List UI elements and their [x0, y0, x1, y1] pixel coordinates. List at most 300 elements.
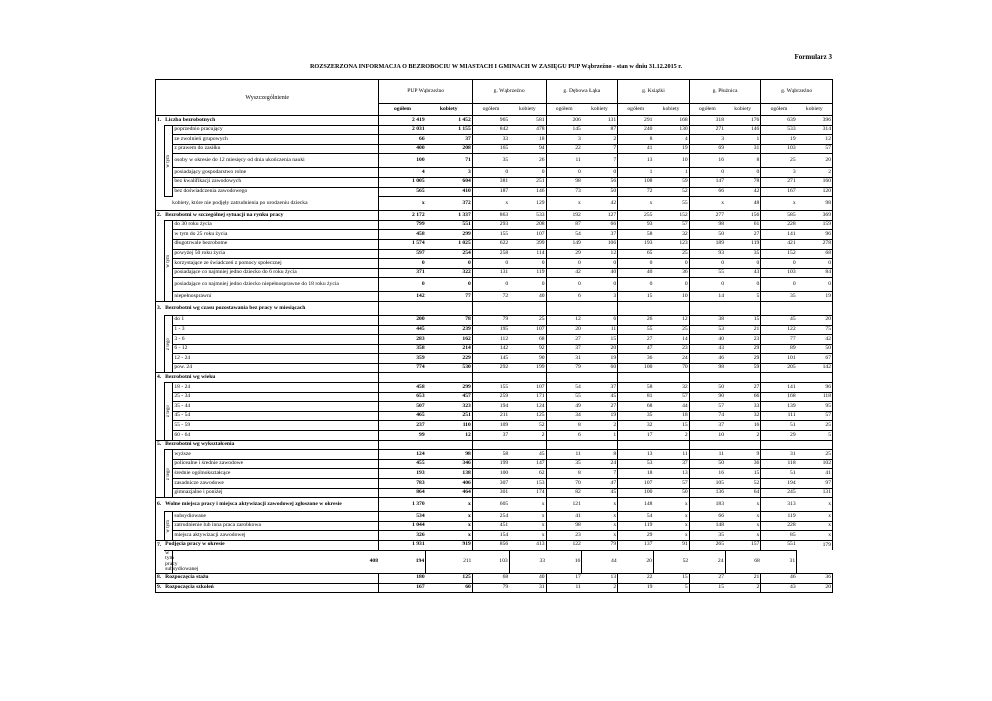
table-cell: 12: [653, 315, 689, 325]
table-cell: 131: [797, 488, 833, 498]
table-cell: 14: [689, 292, 725, 302]
table-cell: [618, 440, 654, 450]
table-cell: 1: [618, 168, 654, 178]
table-cell: 50: [689, 459, 725, 469]
table-cell: 159: [797, 220, 833, 230]
table-cell: 23: [725, 335, 761, 345]
table-row: [156, 402, 833, 412]
row-number: 1.: [156, 116, 165, 126]
table-cell: 2: [725, 583, 761, 593]
table-cell: 41: [797, 469, 833, 479]
row-label: 1 - 3: [173, 325, 379, 335]
subheader-total: ogółem: [546, 104, 582, 116]
table-cell: 2: [582, 421, 618, 431]
table-row: [156, 249, 833, 259]
table-cell: 171: [509, 392, 546, 402]
table-cell: 2: [797, 168, 833, 178]
table-cell: 167: [761, 187, 797, 197]
table-row: [156, 459, 833, 469]
table-cell: 52: [653, 550, 689, 573]
table-cell: 48: [725, 197, 761, 211]
table-cell: 44: [582, 550, 618, 573]
table-cell: 369: [797, 211, 833, 221]
table-cell: [426, 301, 473, 315]
table-cell: 14: [653, 335, 689, 345]
table-cell: 774: [379, 363, 426, 373]
row-label: w tym pracy subsydiowanej: [165, 549, 199, 573]
table-cell: 25: [653, 325, 689, 335]
table-cell: 358: [379, 344, 426, 354]
table-cell: 27: [618, 335, 654, 345]
table-cell: 43: [725, 268, 761, 278]
table-row: [156, 187, 833, 197]
table-cell: 1 005: [379, 177, 426, 187]
table-cell: 26: [509, 154, 546, 168]
subheader-women: kobiety: [426, 104, 473, 116]
table-cell: 42: [725, 187, 761, 197]
table-cell: 299: [426, 383, 473, 393]
table-cell: x: [426, 498, 473, 512]
table-cell: 50: [797, 344, 833, 354]
table-cell: 45: [509, 450, 546, 460]
row-number: 6.: [156, 498, 165, 512]
table-cell: 11: [546, 450, 582, 460]
table-cell: 0: [653, 278, 689, 292]
table-cell: 25: [509, 315, 546, 325]
row-label: Bezrobotni wg wieku: [164, 373, 379, 383]
table-cell: 33: [725, 402, 761, 412]
row-label: w tym do 25 roku życia: [173, 230, 379, 240]
table-cell: 68: [618, 402, 654, 412]
table-cell: 98: [546, 177, 582, 187]
table-cell: [582, 440, 618, 450]
table-cell: 205: [761, 363, 797, 373]
subheader-women: kobiety: [509, 104, 546, 116]
table-cell: 67: [797, 354, 833, 364]
table-cell: 0: [582, 168, 618, 178]
table-cell: [472, 440, 509, 450]
table-cell: 458: [379, 383, 426, 393]
table-cell: 180: [379, 573, 426, 583]
group-header: g. Wąbrzeźno: [472, 80, 546, 104]
table-cell: 37: [426, 135, 473, 145]
table-row: [156, 521, 833, 531]
table-cell: 54: [546, 383, 582, 393]
table-cell: 36: [618, 354, 654, 364]
table-cell: 863: [472, 211, 509, 221]
table-cell: 122: [546, 540, 582, 550]
row-label: bez doświadczenia zawodowego: [173, 187, 379, 197]
table-cell: 13: [653, 469, 689, 479]
table-cell: 278: [797, 239, 833, 249]
table-cell: 55: [546, 392, 582, 402]
table-cell: 4: [653, 135, 689, 145]
subheader-women: kobiety: [582, 104, 618, 116]
table-cell: 291: [618, 116, 654, 126]
table-cell: 208: [426, 144, 473, 154]
table-row: [156, 383, 833, 393]
table-cell: 141: [761, 383, 797, 393]
table-cell: [472, 301, 509, 315]
table-cell: 326: [379, 531, 426, 541]
table-cell: 8: [618, 135, 654, 145]
table-row: [156, 278, 833, 292]
row-number: 4.: [156, 373, 165, 383]
table-cell: 251: [426, 411, 473, 421]
table-cell: 229: [426, 354, 473, 364]
table-cell: 46: [689, 354, 725, 364]
table-cell: 100: [472, 469, 509, 479]
table-cell: 639: [761, 116, 797, 126]
table-cell: 1: [725, 135, 761, 145]
table-cell: 77: [426, 292, 473, 302]
table-cell: 148: [618, 498, 654, 512]
table-cell: 271: [689, 125, 725, 135]
table-cell: 51: [761, 421, 797, 431]
row-number: 5.: [156, 440, 165, 450]
table-cell: 155: [472, 230, 509, 240]
table-row: [156, 440, 833, 450]
table-cell: 533: [509, 211, 546, 221]
row-label: posiadające co najmniej jedno dziecko niepełnosprawne do 18 roku życia: [173, 278, 379, 292]
table-cell: 65: [618, 249, 654, 259]
table-cell: 27: [725, 383, 761, 393]
table-cell: 211: [426, 550, 473, 573]
table-cell: 200: [379, 315, 426, 325]
table-row: [156, 573, 833, 583]
table-cell: 51: [761, 469, 797, 479]
table-cell: 37: [653, 459, 689, 469]
table-cell: 119: [618, 521, 654, 531]
table-cell: 35: [546, 459, 582, 469]
table-cell: 40: [689, 335, 725, 345]
table-cell: 68: [509, 335, 546, 345]
table-cell: 18: [618, 469, 654, 479]
table-cell: 147: [689, 177, 725, 187]
table-cell: 206: [546, 116, 582, 126]
table-row: [156, 344, 833, 354]
table-cell: 0: [379, 259, 426, 269]
table-cell: 72: [618, 187, 654, 197]
table-cell: 193: [618, 239, 654, 249]
table-cell: 64: [725, 488, 761, 498]
table-row: [156, 488, 833, 498]
table-cell: x: [797, 531, 833, 541]
table-cell: 20: [797, 154, 833, 168]
table-cell: 57: [689, 402, 725, 412]
table-cell: 313: [761, 498, 797, 512]
table-cell: x: [797, 521, 833, 531]
table-cell: 565: [379, 187, 426, 197]
table-cell: 57: [797, 144, 833, 154]
table-cell: 0: [472, 168, 509, 178]
table-cell: 145: [546, 125, 582, 135]
table-cell: 413: [509, 540, 546, 550]
vertical-group-label: z tego: [164, 383, 173, 441]
table-cell: 16: [725, 421, 761, 431]
group-header: g. Dębowa Łąka: [546, 80, 618, 104]
table-cell: x: [582, 512, 618, 522]
table-cell: 119: [509, 268, 546, 278]
table-cell: 36: [653, 268, 689, 278]
table-cell: 254: [472, 512, 509, 522]
table-cell: [426, 440, 473, 450]
table-cell: [653, 440, 689, 450]
table-cell: 60: [426, 583, 473, 593]
table-cell: 103: [761, 268, 797, 278]
table-cell: 147: [509, 459, 546, 469]
table-cell: 239: [426, 325, 473, 335]
table-cell: 120: [797, 187, 833, 197]
table-cell: 0: [761, 259, 797, 269]
table-cell: 27: [725, 230, 761, 240]
table-cell: [509, 440, 546, 450]
table-cell: 1: [653, 168, 689, 178]
row-label: policealne i średnie zawodowe: [173, 459, 379, 469]
table-cell: 12: [582, 249, 618, 259]
table-cell: 0: [472, 259, 509, 269]
table-cell: [379, 373, 426, 383]
table-cell: 465: [379, 411, 426, 421]
table-cell: 23: [653, 344, 689, 354]
table-cell: 5: [653, 583, 689, 593]
table-row: [156, 363, 833, 373]
table-cell: 108: [618, 177, 654, 187]
table-cell: 35: [761, 292, 797, 302]
table-cell: 118: [761, 459, 797, 469]
table-row: [156, 531, 833, 541]
table-cell: 799: [379, 220, 426, 230]
table-cell: 75: [797, 325, 833, 335]
table-cell: [797, 373, 833, 383]
table-row: [156, 259, 833, 269]
table-cell: 77: [761, 335, 797, 345]
table-row: [156, 135, 833, 145]
table-cell: [546, 373, 582, 383]
table-row: [156, 431, 833, 441]
table-cell: 25: [797, 421, 833, 431]
table-cell: 40: [509, 292, 546, 302]
table-cell: 58: [472, 450, 509, 460]
table-cell: 406: [426, 479, 473, 489]
table-cell: 27: [689, 573, 725, 583]
table-cell: 29: [761, 431, 797, 441]
table-cell: 24: [582, 459, 618, 469]
table-cell: 31: [761, 450, 797, 460]
table-cell: x: [582, 531, 618, 541]
table-cell: 148: [689, 521, 725, 531]
table-cell: 29: [725, 354, 761, 364]
table-cell: 372: [426, 197, 473, 211]
table-cell: 271: [761, 177, 797, 187]
table-row: [156, 168, 833, 178]
table-row: [156, 301, 833, 315]
table-cell: 32: [725, 411, 761, 421]
table-cell: 73: [546, 187, 582, 197]
table-cell: 146: [509, 187, 546, 197]
table-cell: x: [797, 512, 833, 522]
table-cell: 152: [761, 249, 797, 259]
table-cell: x: [509, 498, 546, 512]
table-cell: 2: [582, 135, 618, 145]
table-cell: 152: [653, 211, 689, 221]
table-cell: 45: [582, 488, 618, 498]
table-cell: 1 337: [426, 211, 473, 221]
table-cell: [725, 373, 761, 383]
table-cell: 6: [546, 292, 582, 302]
table-cell: 47: [582, 479, 618, 489]
table-cell: 21: [725, 325, 761, 335]
table-cell: 87: [582, 125, 618, 135]
table-cell: 507: [379, 402, 426, 412]
table-cell: 4: [379, 168, 426, 178]
row-label: poprzednio pracujący: [173, 125, 379, 135]
table-cell: 79: [472, 583, 509, 593]
table-cell: 0: [797, 278, 833, 292]
table-cell: 74: [689, 411, 725, 421]
table-cell: 22: [618, 573, 654, 583]
table-cell: x: [472, 197, 509, 211]
table-cell: 46: [761, 573, 797, 583]
table-cell: 19: [761, 135, 797, 145]
table-cell: [379, 440, 426, 450]
table-cell: 7: [582, 144, 618, 154]
table-cell: 22: [546, 144, 582, 154]
table-cell: 18: [653, 411, 689, 421]
table-cell: 29: [546, 249, 582, 259]
table-cell: 43: [689, 344, 725, 354]
row-number: 8.: [156, 573, 165, 583]
table-cell: 66: [725, 392, 761, 402]
table-cell: 167: [379, 583, 426, 593]
table-cell: 3: [546, 135, 582, 145]
row-label: gimnazjalne i poniżej: [173, 488, 379, 498]
table-cell: 346: [426, 459, 473, 469]
table-cell: 783: [379, 479, 426, 489]
table-cell: 13: [618, 154, 654, 168]
row-label: z prawem do zasiłku: [173, 144, 379, 154]
table-cell: 410: [426, 187, 473, 197]
table-cell: 121: [546, 498, 582, 512]
table-cell: 0: [426, 259, 473, 269]
table-cell: 98: [426, 450, 473, 460]
table-cell: 59: [653, 177, 689, 187]
row-label: 60 - 64: [173, 431, 379, 441]
table-cell: 245: [761, 488, 797, 498]
table-cell: 40: [582, 268, 618, 278]
table-cell: 27: [546, 335, 582, 345]
table-cell: 107: [509, 230, 546, 240]
row-label: 25 - 34: [173, 392, 379, 402]
row-label: ze zwolnień grupowych: [173, 135, 379, 145]
table-cell: 0: [546, 168, 582, 178]
table-cell: 24: [653, 354, 689, 364]
table-cell: 292: [472, 363, 509, 373]
table-row: [156, 469, 833, 479]
table-cell: 193: [379, 469, 426, 479]
table-cell: 55: [653, 197, 689, 211]
table-cell: 20: [797, 583, 833, 593]
table-cell: 0: [582, 278, 618, 292]
table-cell: 1 931: [379, 540, 426, 550]
table-cell: 53: [618, 459, 654, 469]
table-row: [156, 479, 833, 489]
table-cell: [689, 373, 725, 383]
table-cell: 100: [379, 154, 426, 168]
table-cell: 653: [379, 392, 426, 402]
table-cell: 98: [689, 363, 725, 373]
table-cell: 162: [426, 335, 473, 345]
row-number: [156, 197, 165, 211]
table-cell: 96: [797, 383, 833, 393]
table-cell: 101: [761, 354, 797, 364]
group-header: g. Książki: [618, 80, 690, 104]
table-row: [156, 144, 833, 154]
table-cell: 3: [426, 168, 473, 178]
table-cell: 142: [472, 344, 509, 354]
table-cell: 124: [379, 450, 426, 460]
table-cell: x: [653, 531, 689, 541]
table-cell: 17: [618, 431, 654, 441]
table-cell: 307: [472, 479, 509, 489]
table-cell: 9: [725, 450, 761, 460]
table-cell: 107: [509, 325, 546, 335]
table-cell: 0: [725, 278, 761, 292]
table-row: [156, 197, 833, 211]
table-cell: 25: [761, 154, 797, 168]
row-label: 55 - 59: [173, 421, 379, 431]
table-row: [156, 177, 833, 187]
table-cell: 1 452: [426, 116, 473, 126]
table-cell: 118: [797, 392, 833, 402]
table-cell: 58: [618, 230, 654, 240]
table-cell: 66: [689, 187, 725, 197]
table-cell: [472, 373, 509, 383]
table-cell: 109: [472, 421, 509, 431]
table-cell: 155: [472, 383, 509, 393]
table-cell: 25: [653, 249, 689, 259]
table-cell: 1 370: [379, 498, 426, 512]
table-cell: 103: [761, 144, 797, 154]
table-row: [156, 450, 833, 460]
table-cell: 323: [426, 402, 473, 412]
table-cell: 157: [725, 540, 761, 550]
table-cell: 16: [689, 469, 725, 479]
table-cell: 57: [653, 220, 689, 230]
table-cell: 71: [426, 154, 473, 168]
table-cell: 0: [379, 278, 426, 292]
table-cell: [689, 301, 725, 315]
row-label: Liczba bezrobotnych: [164, 116, 379, 126]
table-cell: 399: [509, 239, 546, 249]
table-cell: 530: [426, 363, 473, 373]
table-row: [156, 315, 833, 325]
table-cell: 11: [546, 583, 582, 593]
table-cell: 53: [689, 325, 725, 335]
table-cell: 194: [761, 479, 797, 489]
table-cell: 154: [472, 531, 509, 541]
table-cell: 1 574: [379, 239, 426, 249]
table-cell: 11: [546, 154, 582, 168]
table-cell: 19: [618, 583, 654, 593]
table-cell: 33: [472, 135, 509, 145]
table-cell: 50: [689, 230, 725, 240]
table-cell: 259: [472, 392, 509, 402]
table-cell: x: [761, 197, 797, 211]
unemployment-table: [155, 79, 833, 593]
vertical-group-label: w tym: [164, 125, 173, 197]
table-cell: 214: [426, 344, 473, 354]
